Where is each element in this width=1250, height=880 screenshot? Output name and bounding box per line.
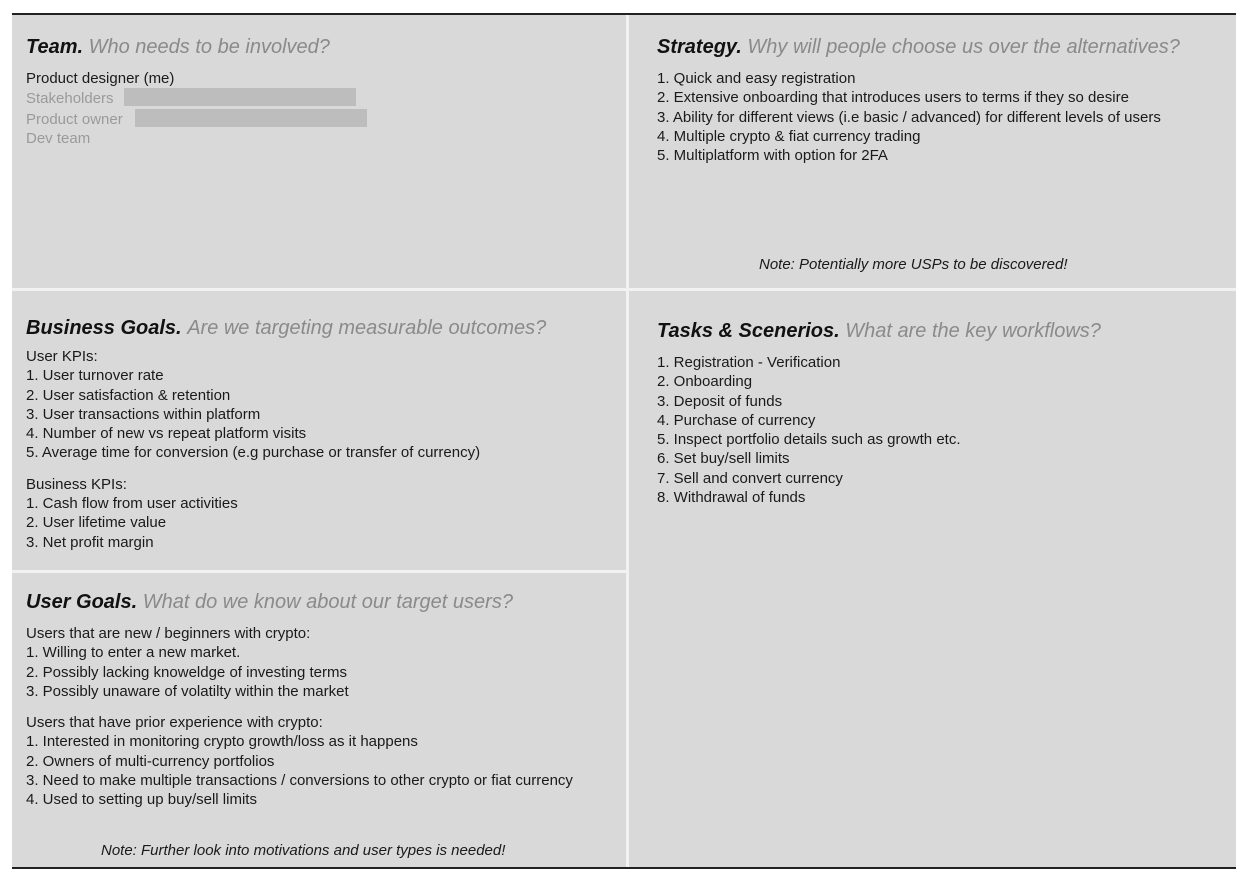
strategy-subtitle: Why will people choose us over the alternatives? <box>747 36 1180 58</box>
team-member: Dev team <box>26 129 91 147</box>
team-title: Team. <box>26 36 84 58</box>
list-item: 2. User satisfaction & retention <box>26 386 231 404</box>
list-item: 2. Onboarding <box>657 373 753 391</box>
team-members <box>26 69 367 148</box>
spacer <box>26 701 573 713</box>
list-item: 3. Need to make multiple transactions / conversions to other crypto or fiat currency <box>26 772 573 790</box>
list-item: 2. Extensive onboarding that introduces users to terms if they so desire <box>657 89 1129 107</box>
user-goals-note: Note: Further look into motivations and user types is needed! <box>101 842 506 859</box>
list-item: 1. User turnover rate <box>26 367 164 385</box>
section-label: User KPIs: <box>26 348 98 365</box>
list-item: 3. Possibly unaware of volatilty within the market <box>26 682 349 700</box>
list-item: 1. Willing to enter a new market. <box>26 644 241 662</box>
strategy-heading <box>657 35 1180 59</box>
list-item: 3. Ability for different views (i.e basic / advanced) for different levels of users <box>657 108 1161 126</box>
strategy-list <box>657 69 1180 165</box>
team-member: Stakeholders <box>26 90 114 108</box>
list-item: 3. Deposit of funds <box>657 392 783 410</box>
list-item: 2. Possibly lacking knoweldge of investing terms <box>26 663 347 681</box>
business-goals-title: Business Goals. <box>26 317 182 339</box>
business-goals-list <box>26 347 546 552</box>
section-label: Business KPIs: <box>26 475 127 493</box>
tasks-title: Tasks & Scenerios. <box>657 320 840 342</box>
divider-horizontal-left <box>12 288 626 291</box>
list-item: 3. User transactions within platform <box>26 405 261 423</box>
user-goals-heading <box>26 590 573 614</box>
list-item: 4. Number of new vs repeat platform visits <box>26 425 307 443</box>
spacer <box>26 463 546 475</box>
divider-vertical <box>626 15 629 867</box>
user-goals-subtitle: What do we know about our target users? <box>142 591 513 613</box>
list-item: 4. Used to setting up buy/sell limits <box>26 791 257 809</box>
redaction-block <box>124 88 356 106</box>
strategy-title: Strategy. <box>657 36 742 58</box>
list-item: 5. Multiplatform with option for 2FA <box>657 147 888 165</box>
team-subtitle: Who needs to be involved? <box>88 36 330 58</box>
list-item: 1. Registration - Verification <box>657 354 841 371</box>
divider-horizontal-right <box>629 288 1236 291</box>
list-item: 1. Interested in monitoring crypto growth/loss as it happens <box>26 733 418 751</box>
tasks-heading <box>657 319 1101 343</box>
strategy-panel <box>657 35 1180 165</box>
business-goals-heading <box>26 316 546 340</box>
list-item: 7. Sell and convert currency <box>657 469 843 487</box>
list-item: 1. Quick and easy registration <box>657 70 856 87</box>
list-item: 4. Purchase of currency <box>657 411 816 429</box>
team-member: Product designer (me) <box>26 70 175 87</box>
user-goals-panel <box>26 590 573 810</box>
user-goals-list <box>26 624 573 810</box>
list-item: 2. Owners of multi-currency portfolios <box>26 752 275 770</box>
list-item: 4. Multiple crypto & fiat currency trading <box>657 127 921 145</box>
business-goals-panel <box>26 316 546 552</box>
redaction-block <box>135 109 367 127</box>
divider-horizontal-mid <box>12 570 626 573</box>
team-heading <box>26 35 367 59</box>
strategy-note: Note: Potentially more USPs to be discovered! <box>759 256 1068 273</box>
team-member: Product owner <box>26 110 123 128</box>
list-item: 1. Cash flow from user activities <box>26 495 238 513</box>
list-item: 3. Net profit margin <box>26 533 154 551</box>
list-item: 5. Inspect portfolio details such as growth etc. <box>657 431 961 449</box>
list-item: 6. Set buy/sell limits <box>657 450 790 468</box>
tasks-list <box>657 353 1101 507</box>
user-goals-title: User Goals. <box>26 591 138 613</box>
tasks-subtitle: What are the key workflows? <box>845 320 1101 342</box>
section-label: Users that have prior experience with crypto: <box>26 714 323 732</box>
tasks-panel <box>657 319 1101 507</box>
list-item: 8. Withdrawal of funds <box>657 489 806 507</box>
team-panel <box>26 35 367 148</box>
lean-ux-canvas <box>12 13 1236 869</box>
list-item: 5. Average time for conversion (e.g purchase or transfer of currency) <box>26 444 481 462</box>
section-label: Users that are new / beginners with crypto: <box>26 625 311 642</box>
business-goals-subtitle: Are we targeting measurable outcomes? <box>187 317 547 339</box>
list-item: 2. User lifetime value <box>26 514 167 532</box>
